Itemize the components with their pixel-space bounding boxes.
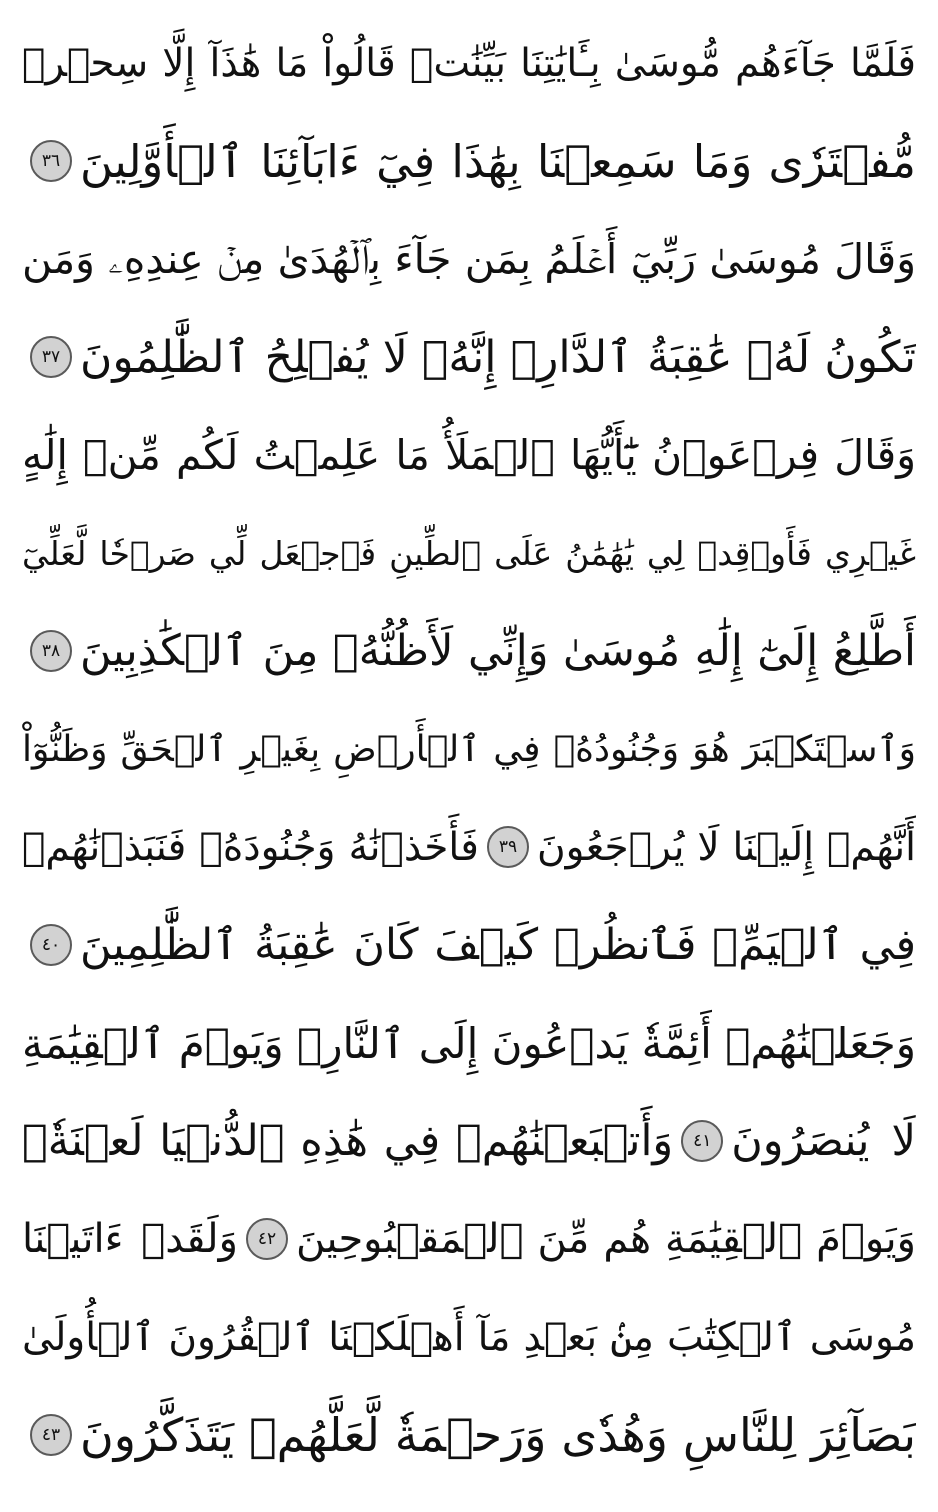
verse-text: أَطَّلِعُ إِلَىٰٓ إِلَٰهِ مُوسَىٰ وَإِنِّي لَأَظُنُّهُۥ مِنَ ٱلۡكَٰذِبِينَ <box>80 626 916 676</box>
verse-line <box>22 504 916 602</box>
verse-text: مُّفۡتَرٗى وَمَا سَمِعۡنَا بِهَٰذَا فِيٓ ءَابَآئِنَا ٱلۡأَوَّلِينَ <box>80 134 916 188</box>
ayah-number-marker: ٤٢ <box>246 1218 288 1260</box>
verse-line <box>22 1092 916 1190</box>
ayah-number-marker: ٣٧ <box>30 336 72 378</box>
verse-text: وَأَتۡبَعۡنَٰهُمۡ فِي هَٰذِهِ ٱلدُّنۡيَا لَعۡنَةٗۖ <box>22 1116 674 1166</box>
verse-line <box>22 602 916 700</box>
verse-line <box>22 210 916 308</box>
verse-text: وَجَعَلۡنَٰهُمۡ أَئِمَّةٗ يَدۡعُونَ إِلَى ٱلنَّارِۖ وَيَوۡمَ ٱلۡقِيَٰمَةِ <box>22 1018 916 1068</box>
verse-text: وَقَالَ مُوسَىٰ رَبِّيٓ أَعۡلَمُ بِمَن جَآءَ بِٱلۡهُدَىٰ مِنۡ عِندِهِۦ وَمَن <box>22 234 916 283</box>
ayah-number-marker: ٤١ <box>681 1120 723 1162</box>
verse-text: بَصَآئِرَ لِلنَّاسِ وَهُدٗى وَرَحۡمَةٗ لَّعَلَّهُمۡ يَتَذَكَّرُونَ <box>80 1408 916 1462</box>
verse-text: وَقَالَ فِرۡعَوۡنُ يَٰٓأَيُّهَا ٱلۡمَلَأُ مَا عَلِمۡتُ لَكُم مِّنۡ إِلَٰهٍ <box>22 431 916 479</box>
verse-text: غَيۡرِي فَأَوۡقِدۡ لِي يَٰهَٰمَٰنُ عَلَى ٱلطِّينِ فَٱجۡعَل لِّي صَرۡحٗا لَّعَلِّيٓ <box>22 533 916 573</box>
verse-line <box>22 308 916 406</box>
ayah-number-marker: ٤٣ <box>30 1414 72 1456</box>
verse-text: وَٱسۡتَكۡبَرَ هُوَ وَجُنُودُهُۥ فِي ٱلۡأَرۡضِ بِغَيۡرِ ٱلۡحَقِّ وَظَنُّوٓاْ <box>22 728 916 770</box>
verse-line <box>22 994 916 1092</box>
verse-line <box>22 406 916 504</box>
ayah-number-marker: ٣٦ <box>30 140 72 182</box>
ayah-number-marker: ٤٠ <box>30 924 72 966</box>
verse-line <box>22 14 916 112</box>
verse-line <box>22 1386 916 1484</box>
verse-text: فَأَخَذۡنَٰهُ وَجُنُودَهُۥ فَنَبَذۡنَٰهُمۡ <box>22 824 479 870</box>
ayah-number-marker: ٣٩ <box>487 826 529 868</box>
verse-line <box>22 1288 916 1386</box>
verse-text: أَنَّهُمۡ إِلَيۡنَا لَا يُرۡجَعُونَ <box>536 824 916 870</box>
verse-line <box>22 112 916 210</box>
verse-text: تَكُونُ لَهُۥ عَٰقِبَةُ ٱلدَّارِۚ إِنَّهُۥ لَا يُفۡلِحُ ٱلظَّٰلِمُونَ <box>80 331 916 383</box>
verse-text: لَا يُنصَرُونَ <box>731 1116 916 1166</box>
verse-line <box>22 700 916 798</box>
ayah-number-marker: ٣٨ <box>30 630 72 672</box>
verse-text: وَلَقَدۡ ءَاتَيۡنَا <box>22 1216 238 1262</box>
verse-text: فِي ٱلۡيَمِّۖ فَٱنظُرۡ كَيۡفَ كَانَ عَٰقِبَةُ ٱلظَّٰلِمِينَ <box>80 920 916 970</box>
verse-text: وَيَوۡمَ ٱلۡقِيَٰمَةِ هُم مِّنَ ٱلۡمَقۡبُوحِينَ <box>295 1216 916 1262</box>
verse-text: مُوسَى ٱلۡكِتَٰبَ مِنۢ بَعۡدِ مَآ أَهۡلَكۡنَا ٱلۡقُرُونَ ٱلۡأُولَىٰ <box>22 1314 916 1360</box>
verse-line <box>22 1190 916 1288</box>
verse-line <box>22 896 916 994</box>
verse-line <box>22 798 916 896</box>
verse-text: فَلَمَّا جَآءَهُم مُّوسَىٰ بِـَٔايَٰتِنَا بَيِّنَٰتٖ قَالُواْ مَا هَٰذَآ إِلَّا سِحۡرٞ <box>22 40 916 86</box>
